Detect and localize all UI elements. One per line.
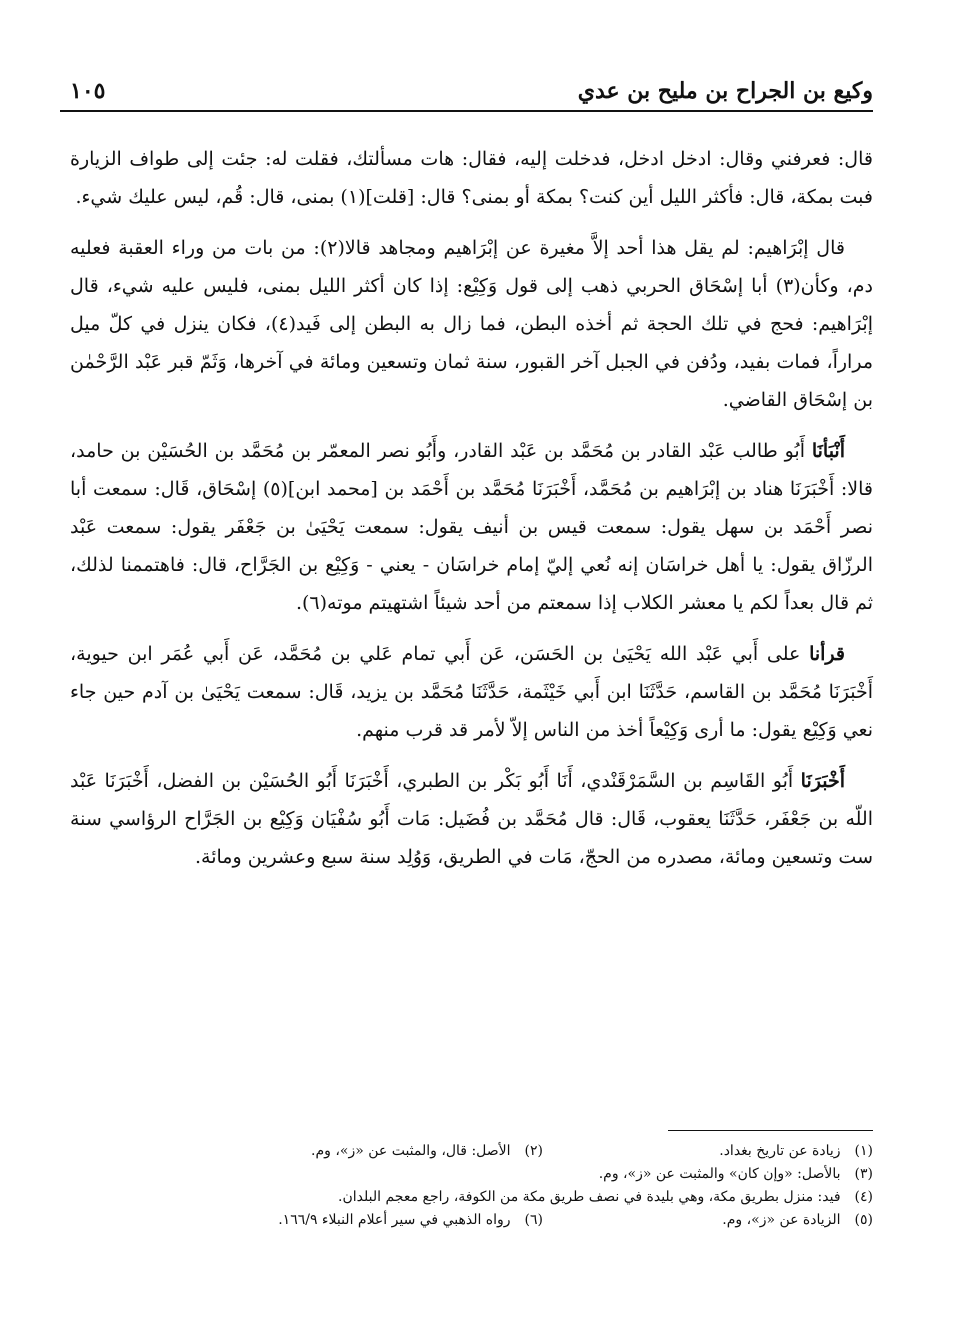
paragraph (70, 229, 873, 419)
footnote-row (80, 1186, 873, 1209)
footnote-text: بالأصل: «وإن كان» والمثبت عن «ز»، وم. (598, 1166, 841, 1182)
paragraph-lead: قرأنا (809, 643, 845, 665)
footnote-number: (٣) (854, 1166, 873, 1182)
paragraph (70, 140, 873, 216)
main-text (70, 140, 873, 889)
footnote (599, 1163, 873, 1186)
paragraph (70, 635, 873, 749)
paragraph (70, 762, 873, 876)
footnote-number: (٤) (854, 1189, 873, 1205)
running-title: وكيع بن الجراح بن مليح بن عدي (577, 78, 873, 104)
paragraph-lead: أَخْبَرَنَا (800, 770, 845, 792)
footnotes-divider (668, 1130, 873, 1131)
paragraph-text: أَبُو القَاسِم بن السَّمَرْقَنْدي، أَنَا أَبُو بَكْر بن الطبري، أَخْبَرَنَا أَبُو الحُسَيْن بن الفضل، أَخْبَرَنَا عَبْد اللّه بن جَعْفَر، حَدَّثَنَا يعقوب، قَال: قال مُحَمَّد بن فُضَيل: مَات أَبُو سُفْيَان وَكِيْع بن الجَرَّاح الرؤاسي سنة ست وتسعين ومائة، مصدره من الحجّ، مَات في الطريق، وَوُلِد سنة سبع وعشرين ومائة. (70, 770, 873, 868)
footnote-text: رواه الذهبي في سير أعلام النبلاء ١٦٦/٩. (278, 1212, 511, 1228)
paragraph (70, 432, 873, 622)
footnote-text: الزيادة عن «ز»، وم. (722, 1212, 841, 1228)
footnote-number: (٦) (524, 1212, 543, 1228)
footnote-text: فيد: منزل بطريق مكة، وهي بليدة في نصف طريق مكة من الكوفة، راجع معجم البلدان. (338, 1189, 841, 1205)
page-header (60, 70, 873, 112)
footnote (543, 1140, 873, 1163)
paragraph-text: على أَبي عَبْد الله يَحْيَىٰ بن الحَسَن، عَن أَبي تمام عَلي بن مُحَمَّد، عَن أَبي عُمَر ابن حيوية، أَخْبَرَنَا مُحَمَّد بن القاسم، حَدَّثَنَا ابن أَبي خَيْثَمة، حَدَّثَنَا مُحَمَّد بن يزيد، قَال: سمعت يَحْيَىٰ بن آدم حين جاء نعي وَكِيْع يقول: ما أرى وَكِيْعاً أخذ من الناس إلاّ لأمر قد قرب منهم. (70, 643, 873, 741)
footnote-text: الأصل: قال، والمثبت عن «ز»، وم. (311, 1143, 511, 1159)
footnote (543, 1209, 873, 1232)
paragraph-lead: أَنْبَأنَا (811, 440, 845, 462)
paragraph-text: قال: فعرفني وقال: ادخل ادخل، فدخلت إليه، فقال: هات مسألتك، فقلت له: جئت إلى طواف الزيارة فبت بمكة، قال: فأكثر الليل أين كنت؟ بمكة أو بمنى؟ قال: [قلت](١) بمنى، قال: قُم، ليس عليك شيء. (70, 148, 873, 208)
footnote-number: (٢) (524, 1143, 543, 1159)
footnote (311, 1140, 543, 1163)
paragraph-text: أَبُو طالب عَبْد القادر بن مُحَمَّد بن عَبْد القادر، وأَبُو نصر المعمّر بن مُحَمَّد بن الحُسَيْن بن حامد، قالا: أَخْبَرَنَا هناد بن إبْرَاهيم بن مُحَمَّد، أَخْبَرَنَا مُحَمَّد بن أَحْمَد بن [محمد ابن](٥) إسْحَاق، قَال: سمعت أبا نصر أَحْمَد بن سهل يقول: سمعت قيس بن أنيف يقول: سمعت يَحْيَىٰ بن جَعْفَر يقول: سمعت عَبْد الرزّاق يقول: يا أهل خراسَان إنه نُعي إليّ إمام خراسَان - يعني - وَكِيْع بن الجَرَّاح، قال: فاهتممنا لذلك، ثم قال بعداً لكم يا معشر الكلاب إذا سمعتم من أحد شيئاً اشتهيتم موته(٦). (70, 440, 874, 614)
page-number: ١٠٥ (70, 78, 106, 104)
footnote (338, 1186, 873, 1209)
footnote-row (80, 1140, 873, 1163)
footnote (278, 1209, 543, 1232)
footnote-row (80, 1209, 873, 1232)
footnotes (80, 1140, 873, 1232)
paragraph-text: قال إبْرَاهيم: لم يقل هذا أحد إلاَّ مغيرة عن إبْرَاهيم ومجاهد قالا(٢): من بات من وراء العقبة فعليه دم، وكأن(٣) أبا إسْحَاق الحربي ذهب إلى قول وَكِيْع: إذا كان أكثر الليل بمنى، فليس عليه شيء، قال إبْرَاهيم: فحج في تلك الحجة ثم أخذه البطن، فما زال به البطن إلى فَيد(٤)، فكان ينزل في كلّ ميل مراراً، فمات بفيد، ودُفن في الجبل آخر القبور، سنة ثمان وتسعين ومائة في آخرها، وَثَمّ قبر عَبْد الرَّحْمٰن بن إسْحَاق القاضي. (70, 237, 873, 411)
footnote-number: (١) (854, 1143, 873, 1159)
footnote-row (80, 1163, 873, 1186)
footnote-text: زيادة عن تاريخ بغداد. (719, 1143, 841, 1159)
footnote-number: (٥) (854, 1212, 873, 1228)
